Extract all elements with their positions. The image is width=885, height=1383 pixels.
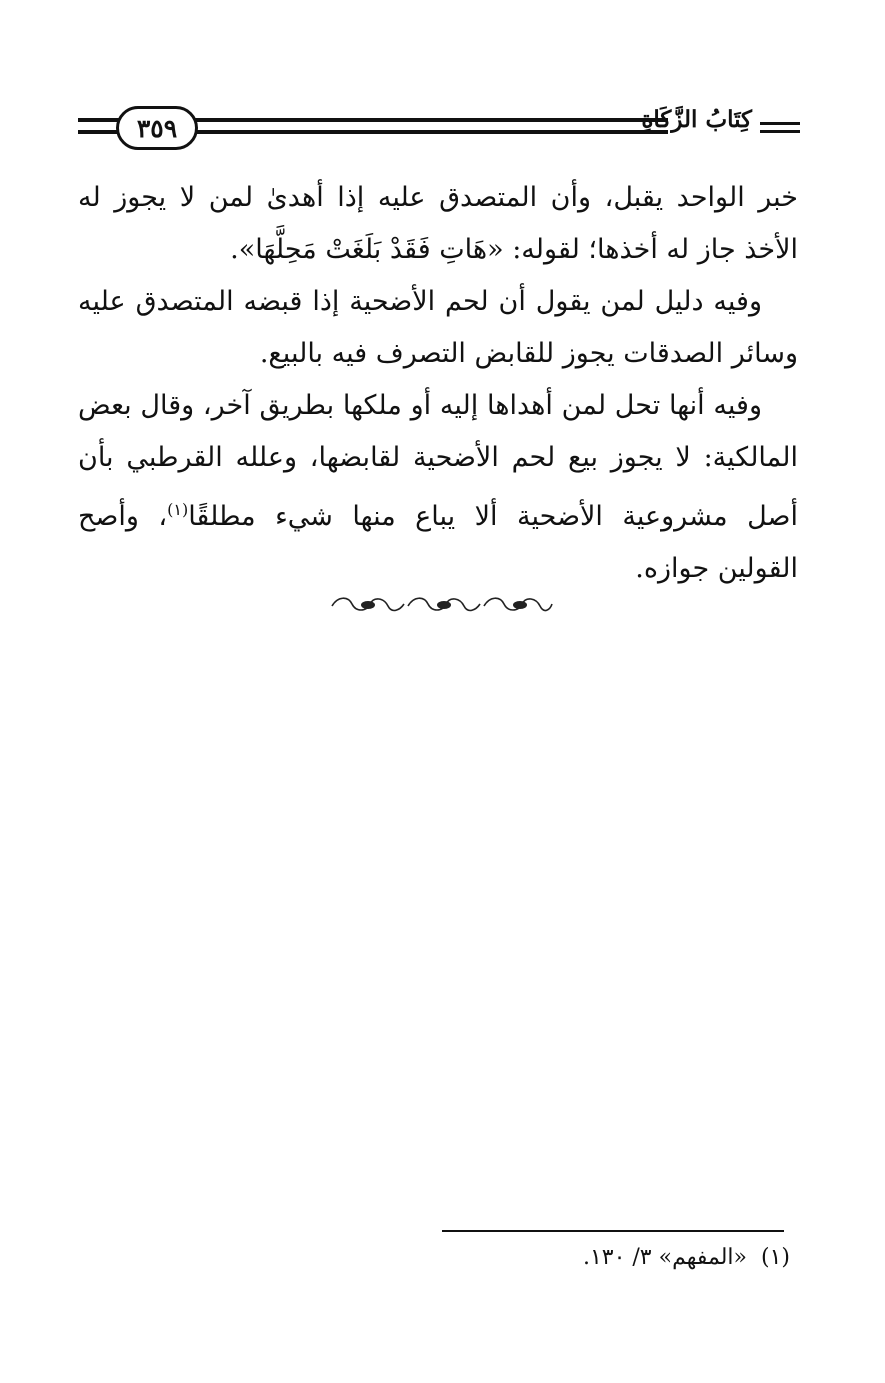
footnote-number: (١) [760,1245,790,1270]
footnote-separator [442,1230,784,1232]
header-rule [760,130,800,133]
paragraph-2: وفيه دليل لمن يقول أن لحم الأضحية إذا قبضه المتصدق عليه وسائر الصدقات يجوز للقابض التصرف فيه بالبيع. [78,286,798,369]
footnote [440,1238,790,1278]
footnote-text: «المفهم» ٣/ ١٣٠. [582,1245,747,1270]
page-number: ٣٥٩ [116,106,198,150]
page-header [78,104,800,154]
main-text [78,172,798,595]
paragraph-1: خبر الواحد يقبل، وأن المتصدق عليه إذا أهدىٰ لمن لا يجوز له الأخذ جاز له أخذها؛ لقوله: «هَاتِ فَقَدْ بَلَغَتْ مَحِلَّهَا». [78,182,798,265]
footnote-reference[interactable]: (١) [167,500,189,519]
paragraph-3 [78,380,798,595]
header-rule [193,118,668,122]
header-rule [193,130,668,134]
paragraph-3-end: ، وأصح القولين جوازه. [78,501,798,584]
header-rule [760,122,800,125]
book-title: كِتَابُ الزَّكَاةِ [641,106,752,133]
paragraph-3-text: وفيه أنها تحل لمن أهداها إليه أو ملكها بطريق آخر، وقال بعض المالكية: لا يجوز بيع لحم الأضحية لقابضها، وعلله القرطبي بأن أصل مشروعية الأضحية ألا يباع منها شيء مطلقًا [78,390,798,532]
section-divider-ornament-icon [328,590,556,620]
